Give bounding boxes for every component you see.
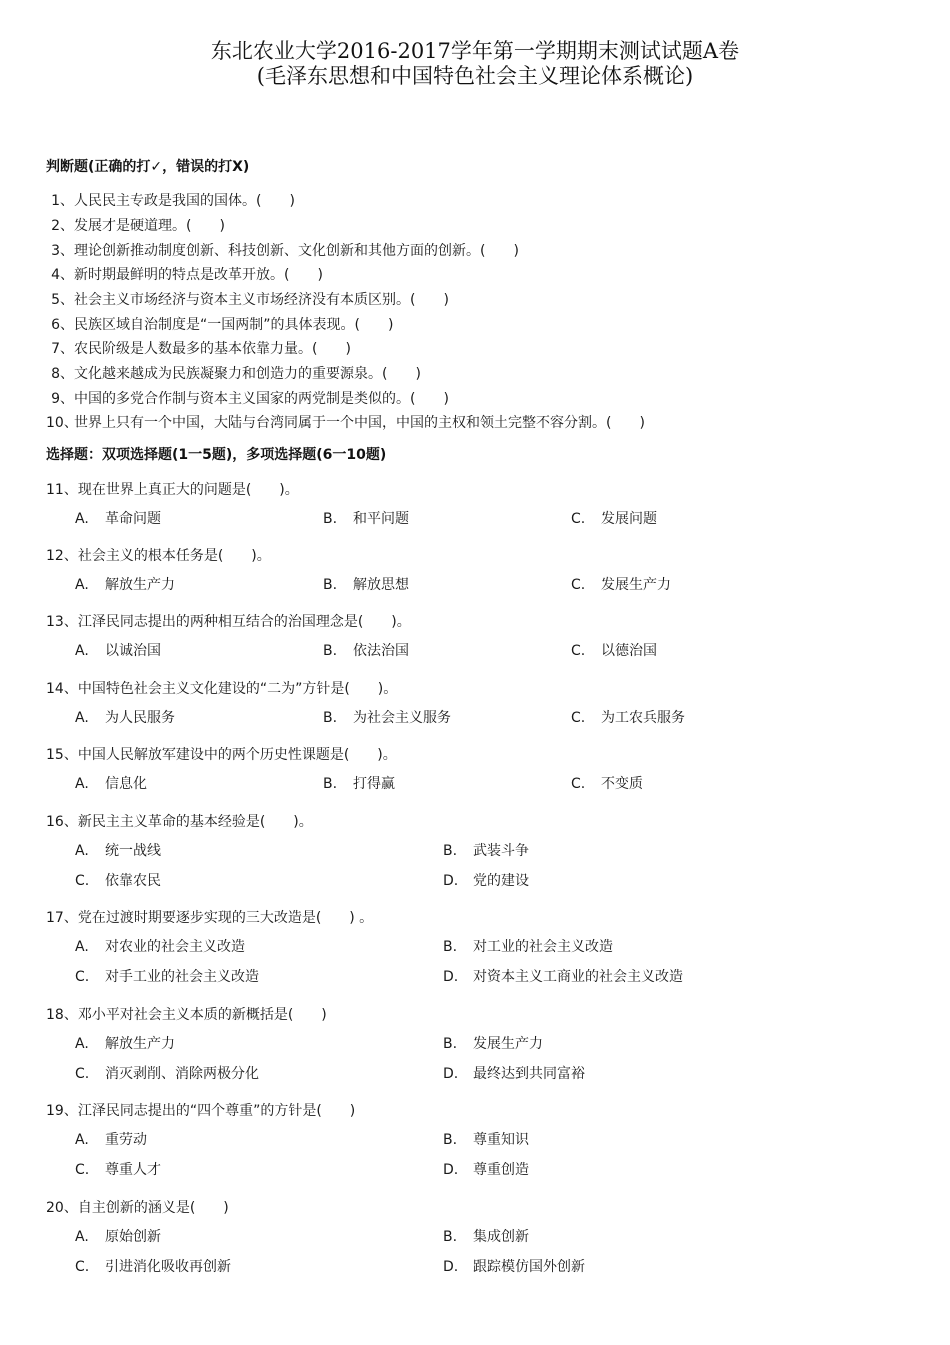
option-text: 对资本主义工商业的社会主义改造: [473, 969, 683, 985]
option-label: A.: [75, 511, 89, 527]
question-stem: 14、中国特色社会主义文化建设的“二为”方针是( )。: [46, 681, 398, 697]
option-text: 对工业的社会主义改造: [473, 939, 613, 955]
option-a[interactable]: [75, 1131, 147, 1149]
option-text: 统一战线: [105, 843, 161, 859]
true-false-item: [46, 365, 421, 383]
option-label: B.: [443, 843, 458, 859]
option-a[interactable]: [75, 642, 161, 660]
item-number: 4、: [51, 267, 74, 283]
option-label: B.: [443, 939, 458, 955]
option-c[interactable]: [75, 1065, 259, 1083]
option-b[interactable]: [443, 842, 529, 860]
option-text: 引进消化吸收再创新: [105, 1259, 231, 1275]
option-c[interactable]: [571, 510, 657, 528]
option-text: 重劳动: [105, 1132, 147, 1148]
item-number: 3、: [51, 243, 74, 259]
option-label: B.: [443, 1132, 458, 1148]
page-subtitle: (毛泽东思想和中国特色社会主义理论体系概论): [256, 64, 694, 88]
option-label: B.: [323, 577, 338, 593]
option-text: 发展生产力: [473, 1036, 543, 1052]
option-a[interactable]: [75, 1035, 175, 1053]
option-d[interactable]: [443, 1161, 529, 1179]
option-d[interactable]: [443, 872, 529, 890]
true-false-item: [46, 340, 351, 358]
option-text: 最终达到共同富裕: [473, 1066, 585, 1082]
option-label: C.: [571, 511, 586, 527]
true-false-item: [46, 414, 645, 432]
question-stem: 20、自主创新的涵义是( ): [46, 1200, 229, 1216]
choice-heading: 选择题：双项选择题(1一5题)，多项选择题(6一10题): [46, 447, 387, 463]
option-c[interactable]: [571, 775, 643, 793]
item-text: 理论创新推动制度创新、科技创新、文化创新和其他方面的创新。( ): [74, 243, 519, 259]
item-text: 新时期最鲜明的特点是改革开放。( ): [74, 267, 323, 283]
option-c[interactable]: [75, 968, 259, 986]
option-text: 以诚治国: [105, 643, 161, 659]
option-c[interactable]: [571, 709, 685, 727]
option-label: C.: [571, 577, 586, 593]
option-label: A.: [75, 843, 89, 859]
option-a[interactable]: [75, 576, 175, 594]
option-text: 对农业的社会主义改造: [105, 939, 245, 955]
item-number: 9、: [51, 391, 74, 407]
item-number: 10、: [46, 415, 78, 431]
option-label: B.: [443, 1036, 458, 1052]
question-stem: 16、新民主主义革命的基本经验是( )。: [46, 814, 313, 830]
option-b[interactable]: [323, 709, 451, 727]
option-label: D.: [443, 873, 459, 889]
option-text: 为社会主义服务: [353, 710, 451, 726]
option-text: 尊重人才: [105, 1162, 161, 1178]
option-label: C.: [571, 643, 586, 659]
option-b[interactable]: [323, 510, 409, 528]
true-false-item: [46, 316, 393, 334]
option-label: A.: [75, 776, 89, 792]
option-label: C.: [571, 710, 586, 726]
option-b[interactable]: [443, 1228, 529, 1246]
option-text: 发展问题: [601, 511, 657, 527]
option-text: 武装斗争: [473, 843, 529, 859]
question-stem: 12、社会主义的根本任务是( )。: [46, 548, 271, 564]
option-text: 革命问题: [105, 511, 161, 527]
option-label: C.: [75, 1259, 90, 1275]
option-label: C.: [75, 969, 90, 985]
item-text: 世界上只有一个中国，大陆与台湾同属于一个中国，中国的主权和领土完整不容分割。( ): [74, 415, 645, 431]
option-label: D.: [443, 1259, 459, 1275]
item-text: 社会主义市场经济与资本主义市场经济没有本质区别。( ): [74, 292, 449, 308]
option-label: B.: [323, 776, 338, 792]
item-text: 人民民主专政是我国的国体。( ): [74, 193, 295, 209]
option-text: 打得赢: [353, 776, 395, 792]
option-a[interactable]: [75, 938, 245, 956]
option-label: C.: [75, 873, 90, 889]
option-b[interactable]: [323, 576, 409, 594]
option-label: A.: [75, 939, 89, 955]
question-stem: 18、邓小平对社会主义本质的新概括是( ): [46, 1007, 327, 1023]
option-label: B.: [323, 511, 338, 527]
option-text: 集成创新: [473, 1229, 529, 1245]
option-d[interactable]: [443, 968, 683, 986]
item-number: 7、: [51, 341, 74, 357]
option-a[interactable]: [75, 709, 175, 727]
item-number: 1、: [51, 193, 74, 209]
item-text: 民族区域自治制度是“一国两制”的具体表现。( ): [74, 317, 394, 333]
option-label: D.: [443, 1162, 459, 1178]
option-b[interactable]: [443, 938, 613, 956]
option-label: B.: [443, 1229, 458, 1245]
option-label: B.: [323, 643, 338, 659]
item-text: 中国的多党合作制与资本主义国家的两党制是类似的。( ): [74, 391, 449, 407]
option-text: 发展生产力: [601, 577, 671, 593]
true-false-item: [46, 192, 295, 210]
option-label: A.: [75, 643, 89, 659]
option-label: C.: [571, 776, 586, 792]
option-label: A.: [75, 1036, 89, 1052]
option-text: 尊重知识: [473, 1132, 529, 1148]
option-text: 尊重创造: [473, 1162, 529, 1178]
option-a[interactable]: [75, 1228, 161, 1246]
true-false-item: [46, 242, 519, 260]
option-label: D.: [443, 969, 459, 985]
option-c[interactable]: [75, 1161, 161, 1179]
option-text: 解放生产力: [105, 577, 175, 593]
option-label: C.: [75, 1066, 90, 1082]
option-b[interactable]: [323, 775, 395, 793]
true-false-item: [46, 266, 323, 284]
question-stem: 13、江泽民同志提出的两种相互结合的治国理念是( )。: [46, 614, 411, 630]
option-text: 不变质: [601, 776, 643, 792]
option-label: C.: [75, 1162, 90, 1178]
option-d[interactable]: [443, 1258, 585, 1276]
option-c[interactable]: [571, 642, 657, 660]
question-stem: 17、党在过渡时期要逐步实现的三大改造是( ) 。: [46, 910, 374, 926]
option-text: 原始创新: [105, 1229, 161, 1245]
option-text: 解放思想: [353, 577, 409, 593]
option-b[interactable]: [323, 642, 409, 660]
option-c[interactable]: [571, 576, 671, 594]
option-text: 信息化: [105, 776, 147, 792]
question-stem: 15、中国人民解放军建设中的两个历史性课题是( )。: [46, 747, 397, 763]
option-label: A.: [75, 1229, 89, 1245]
option-a[interactable]: [75, 510, 161, 528]
true-false-item: [46, 217, 225, 235]
question-stem: 11、现在世界上真正大的问题是( )。: [46, 482, 299, 498]
option-text: 党的建设: [473, 873, 529, 889]
option-text: 以德治国: [601, 643, 657, 659]
option-text: 解放生产力: [105, 1036, 175, 1052]
option-text: 消灭剥削、消除两极分化: [105, 1066, 259, 1082]
option-label: B.: [323, 710, 338, 726]
option-c[interactable]: [75, 872, 161, 890]
item-text: 文化越来越成为民族凝聚力和创造力的重要源泉。( ): [74, 366, 421, 382]
option-text: 对手工业的社会主义改造: [105, 969, 259, 985]
option-a[interactable]: [75, 775, 147, 793]
item-number: 8、: [51, 366, 74, 382]
option-label: A.: [75, 1132, 89, 1148]
option-b[interactable]: [443, 1131, 529, 1149]
true-false-heading: 判断题(正确的打✓，错误的打X): [46, 159, 250, 175]
option-label: A.: [75, 577, 89, 593]
option-b[interactable]: [443, 1035, 543, 1053]
option-c[interactable]: [75, 1258, 231, 1276]
item-text: 发展才是硬道理。( ): [74, 218, 225, 234]
true-false-item: [46, 390, 449, 408]
question-stem: 19、江泽民同志提出的“四个尊重”的方针是( ): [46, 1103, 356, 1119]
option-text: 依靠农民: [105, 873, 161, 889]
option-text: 跟踪模仿国外创新: [473, 1259, 585, 1275]
item-number: 5、: [51, 292, 74, 308]
page-title: 东北农业大学2016-2017学年第一学期期末测试试题A卷: [210, 39, 740, 63]
option-label: A.: [75, 710, 89, 726]
option-text: 为人民服务: [105, 710, 175, 726]
option-text: 为工农兵服务: [601, 710, 685, 726]
item-number: 6、: [51, 317, 74, 333]
item-number: 2、: [51, 218, 74, 234]
option-text: 和平问题: [353, 511, 409, 527]
option-text: 依法治国: [353, 643, 409, 659]
option-label: D.: [443, 1066, 459, 1082]
item-text: 农民阶级是人数最多的基本依靠力量。( ): [74, 341, 351, 357]
true-false-item: [46, 291, 449, 309]
option-a[interactable]: [75, 842, 161, 860]
option-d[interactable]: [443, 1065, 585, 1083]
